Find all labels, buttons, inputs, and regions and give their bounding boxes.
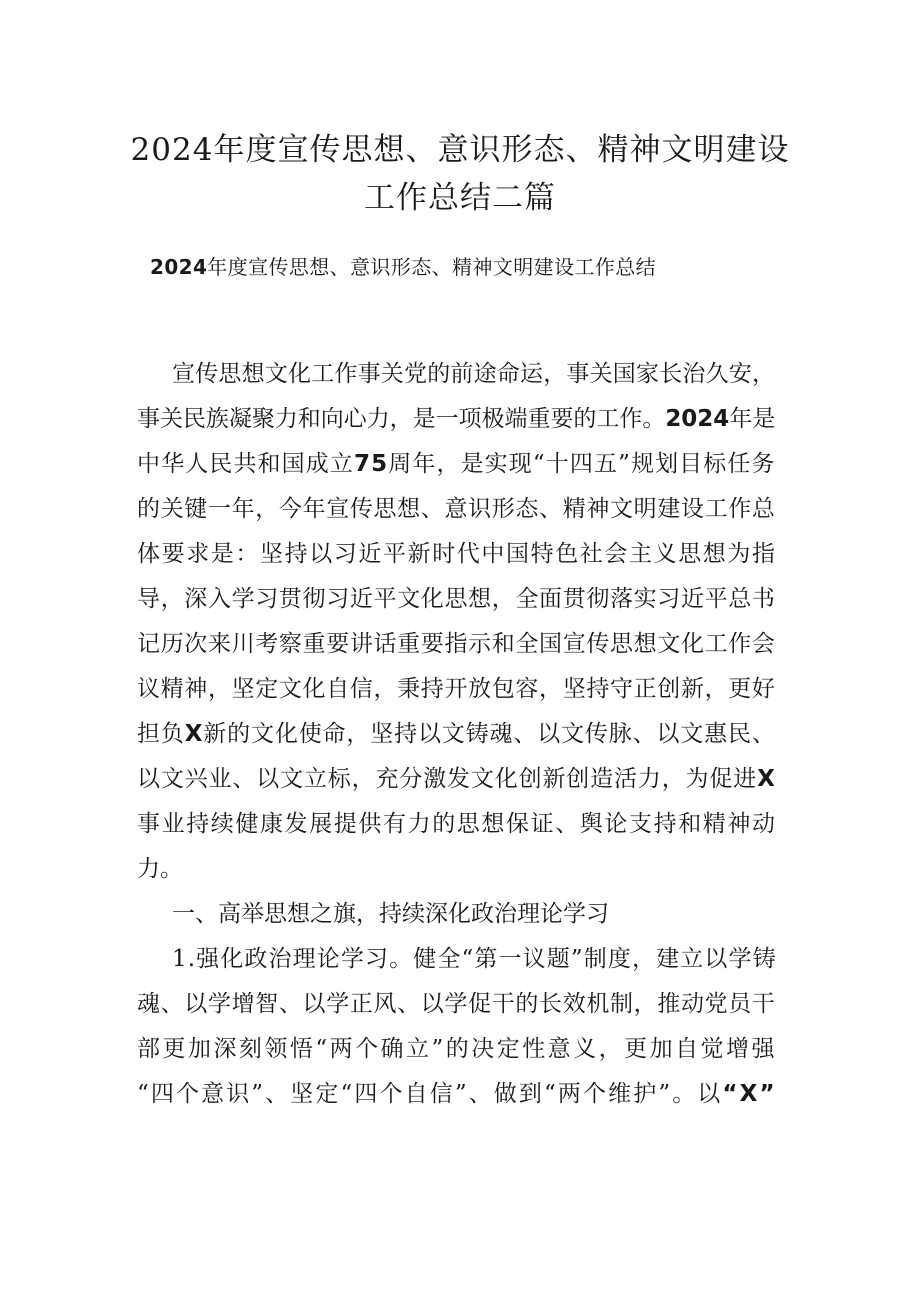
line-text: 记历次来川考察重要讲话重要指示和全国宣传思想文化工作会 (137, 631, 776, 657)
paragraph-1-line (137, 537, 777, 571)
line-text-continued: 周年，是实现“十四五”规划目标任务 (388, 451, 776, 477)
paragraph-1-line (137, 852, 183, 886)
paragraph-1-line (137, 807, 777, 841)
paragraph-1-line (137, 717, 776, 751)
paragraph-1-line (137, 582, 776, 616)
paragraph-1-line (137, 762, 776, 796)
line-text-continued: 年是 (729, 406, 776, 432)
line-text: 魂、以学增智、以学正风、以学促干的长效机制，推动党员干 (137, 991, 776, 1017)
line-latin-text: X (184, 721, 204, 747)
line-latin-text: X (757, 766, 776, 792)
line-text: 的关键一年，今年宣传思想、意识形态、精神文明建设工作总 (137, 496, 776, 522)
line-text: 部更加深刻领悟“两个确立”的决定性意义，更加自觉增强 (137, 1036, 777, 1062)
line-text-continued: 新的文化使命，坚持以文铸魂、以文传脉、以文惠民、 (203, 721, 776, 747)
paragraph-2-line (137, 1077, 777, 1111)
document-title-line-1: 2024年度宣传思想、意识形态、精神文明建设 (130, 132, 790, 168)
subtitle-text: 年度宣传思想、意识形态、精神文明建设工作总结 (207, 255, 657, 279)
paragraph-1-line (137, 447, 776, 481)
line-text: “四个意识”、坚定“四个自信”、做到“两个维护”。以 (137, 1081, 723, 1107)
paragraph-2-line (172, 942, 777, 976)
document-subtitle (150, 252, 790, 282)
line-text: 以文兴业、以文立标，充分激发文化创新创造活力，为促进 (137, 766, 758, 792)
document-title-line-2: 工作总结二篇 (364, 180, 556, 216)
line-text: 力。 (137, 856, 183, 882)
line-text: 1.强化政治理论学习。健全“第一议题”制度，建立以学铸 (172, 946, 777, 972)
line-text: 议精神，坚定文化自信，秉持开放包容，坚持守正创新，更好 (137, 676, 776, 702)
line-text: 事关民族凝聚力和向心力，是一项极端重要的工作。 (137, 406, 666, 432)
line-text: 体要求是：坚持以习近平新时代中国特色社会主义思想为指 (137, 541, 777, 567)
line-text: 中华人民共和国成立 (137, 451, 354, 477)
paragraph-2-line (137, 1032, 777, 1066)
line-text: 宣传思想文化工作事关党的前途命运，事关国家长治久安， (172, 361, 776, 387)
line-text: 导，深入学习贯彻习近平文化思想，全面贯彻落实习近平总书 (137, 586, 776, 612)
line-latin-text: 2024 (665, 406, 730, 432)
line-text: 事业持续健康发展提供有力的思想保证、舆论支持和精神动 (137, 811, 777, 837)
paragraph-1-line (137, 627, 776, 661)
line-latin-text: 75 (354, 451, 389, 477)
line-text: 担负 (137, 721, 185, 747)
paragraph-1-line (137, 492, 776, 526)
line-latin-text: “X” (722, 1081, 777, 1107)
paragraph-1-line (137, 672, 776, 706)
paragraph-1-line (137, 402, 775, 436)
subtitle-year: 2024 (150, 255, 208, 279)
section-heading-1: 一、高举思想之旗，持续深化政治理论学习 (172, 901, 609, 927)
paragraph-2-line (137, 987, 776, 1021)
paragraph-1-line (172, 357, 775, 391)
